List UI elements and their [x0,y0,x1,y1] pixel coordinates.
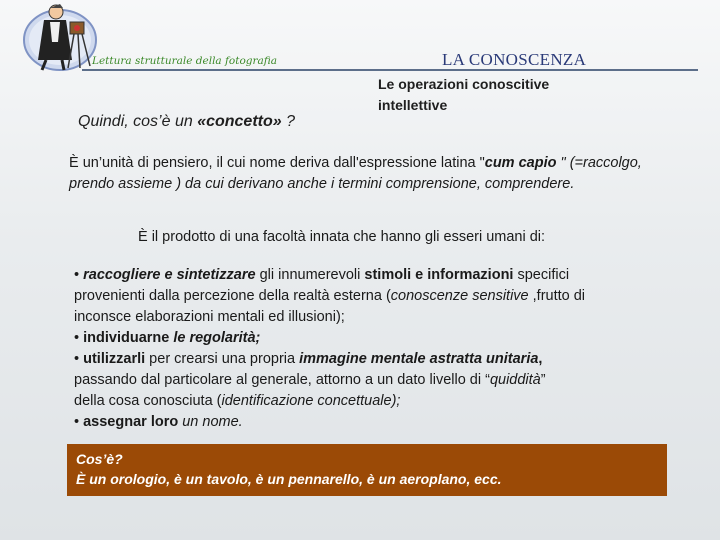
bullet-italic: identificazione concettuale); [221,393,401,409]
para1-text-3: " (=raccolgo, prendo assieme ) da cui derivano anche i termini [69,155,642,192]
bullet-emphasis: assegnar loro [83,414,179,430]
faculty-paragraph: È il prodotto di una facoltà innata che hanno gli esseri umani di: [138,229,546,245]
para1-latin-term: cum capio [484,155,557,171]
list-item [74,412,684,433]
definition-paragraph [69,153,669,195]
list-item-continuation [74,370,684,391]
bullet-text: specifici [513,267,570,283]
para1-text-5: . [570,176,575,192]
header-divider [82,69,698,71]
bullet-italic: un nome. [178,414,243,430]
question-text [78,113,295,131]
bullet-marker: • [74,351,84,367]
bullet-emphasis: raccogliere e sintetizzare [83,267,256,283]
bullet-emphasis: le regolarità; [169,330,261,346]
list-item [74,265,684,286]
bullet-text: gli innumerevoli [255,267,365,283]
bullet-text: ” [540,372,546,388]
bullet-emphasis: stimoli e informazioni [364,267,514,283]
list-item-continuation [74,286,684,307]
bullet-text: della cosa conosciuta ( [74,393,222,409]
bullet-marker: • [74,267,84,283]
para1-terms: comprensione, comprendere [385,176,571,192]
subheading-line2: intellettive [378,97,448,113]
bullet-emphasis: utilizzarli [83,351,146,367]
para1-text-1: È un’unità di pensiero, il cui nome deriva dall'espressione latina " [69,155,485,171]
list-item [74,349,684,370]
list-item-continuation [74,391,684,412]
bullet-emphasis: individuarne [83,330,170,346]
bullet-emphasis: immagine mentale astratta unitaria [299,351,539,367]
bullet-text: passando dal particolare al generale, attorno a un dato livello di “ [74,372,490,388]
question-suffix: ? [281,113,295,130]
question-prefix: Quindi, cos’è un [78,113,198,130]
bullet-text: ,frutto di [528,288,586,304]
example-callout [67,444,667,496]
header-subtitle: Lettura strutturale della fotografia [92,55,278,67]
bullet-italic: conoscenze sensitive [390,288,529,304]
subheading-line1: Le operazioni conoscitive [378,76,550,92]
list-item [74,328,684,349]
section-subheading [378,74,618,116]
bullet-text: per crearsi una propria [145,351,300,367]
bullet-text: provenienti dalla percezione della realtà esterna ( [74,288,391,304]
bullet-text: , [538,351,543,367]
page-title: LA CONOSCENZA [442,50,587,69]
question-term: «concetto» [197,113,282,130]
bullet-italic: quiddità [489,372,541,388]
bullet-list [74,265,684,433]
bullet-marker: • [74,414,84,430]
list-item-continuation: inconsce elaborazioni mentali ed illusioni); [74,309,345,325]
photographer-logo-icon [20,2,102,74]
callout-question: Cos’è? [76,451,123,467]
bullet-marker: • [74,330,84,346]
callout-examples: È un orologio, è un tavolo, è un pennarello, è un aeroplano, ecc. [76,471,502,487]
